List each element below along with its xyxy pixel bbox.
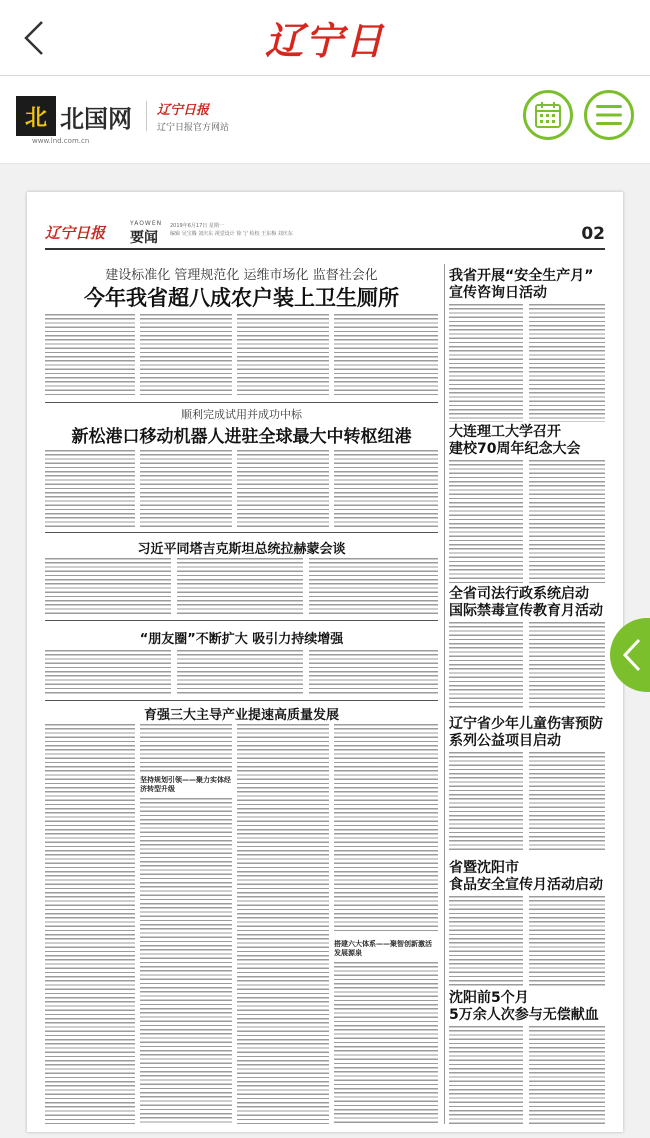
section-name: 要闻 [130, 230, 158, 246]
side-title-line: 5万余人次参与无偿献血 [449, 1007, 599, 1023]
side-article-body [529, 460, 605, 584]
page-number: 02 [581, 224, 605, 244]
side-title-line: 我省开展“安全生产月” [449, 268, 594, 284]
back-button[interactable] [14, 18, 54, 58]
article3-title[interactable]: 习近平同塔吉克斯坦总统拉赫蒙会谈 [137, 542, 346, 557]
side-article-body [529, 304, 605, 422]
article5-body [140, 798, 232, 1124]
side-title-line: 建校70周年纪念大会 [449, 441, 581, 457]
chevron-left-icon [22, 20, 46, 56]
article2-body [334, 450, 438, 528]
section-tag: YAOWEN [130, 220, 163, 227]
page-date: 2019年6月17日 星期一 [170, 223, 224, 229]
article3-body [177, 558, 303, 614]
article5-body [237, 724, 329, 1124]
masthead-logo: 辽宁日 [264, 18, 385, 63]
article5-body [45, 724, 135, 1124]
article5-body [334, 962, 438, 1124]
lnrb-logo [157, 99, 229, 133]
divider [146, 101, 147, 131]
article5-subhead: 坚持规划引领——聚力实体经济转型升级 [140, 776, 231, 793]
article2-title[interactable]: 新松港口移动机器人进驻全球最大中转枢纽港 [71, 427, 412, 447]
page-editors: 编辑 吴宝腾 刘庆东 视觉设计 徐 宁 检校 王东梅 刘庆东 [170, 231, 293, 237]
article2-body [140, 450, 232, 528]
article1-title[interactable]: 今年我省超八成农户装上卫生厕所 [84, 286, 399, 310]
side-article1-title[interactable] [449, 268, 593, 302]
article5-subhead: 搭建六大体系——聚智创新激活发展源泉 [334, 940, 432, 957]
menu-icon [596, 104, 622, 126]
side-article2-title[interactable] [449, 424, 580, 458]
side-title-line: 全省司法行政系统启动 [449, 586, 589, 602]
article5-title[interactable]: 育强三大主导产业提速高质量发展 [143, 708, 339, 723]
beiguo-logo-icon: 北 [16, 96, 56, 136]
side-title-line: 系列公益项目启动 [449, 733, 561, 749]
article4-title[interactable]: “朋友圈”不断扩大 吸引力持续增强 [139, 632, 344, 647]
side-title-line: 宣传咨询日活动 [449, 285, 547, 301]
side-article-body [529, 1026, 605, 1124]
chevron-left-icon [621, 637, 643, 673]
divider [45, 532, 438, 533]
side-article-body [449, 304, 523, 422]
article1-body [237, 314, 329, 396]
article4-body [45, 650, 171, 696]
calendar-button[interactable] [523, 90, 573, 140]
lnrb-subtitle: 辽宁日报官方网站 [157, 123, 230, 133]
side-article-body [449, 460, 523, 584]
article2-body [237, 450, 329, 528]
brand-logo[interactable] [16, 93, 230, 145]
divider [45, 620, 438, 621]
menu-button[interactable] [584, 90, 634, 140]
divider [45, 402, 438, 403]
article3-body [309, 558, 438, 614]
side-article-body [529, 752, 605, 852]
side-article6-title[interactable] [449, 990, 599, 1024]
side-title-line: 沈阳前5个月 [449, 990, 529, 1006]
article1-body [334, 314, 438, 396]
side-article-body [449, 752, 523, 852]
paper-logo: 辽宁日报 [45, 224, 106, 242]
side-article-body [449, 622, 523, 708]
article5-body [140, 724, 232, 772]
calendar-icon [534, 101, 562, 129]
side-article-body [449, 1026, 523, 1124]
side-title-line: 辽宁省少年儿童伤害预防 [449, 716, 603, 732]
side-article4-title[interactable] [449, 716, 603, 750]
article5-body [334, 724, 438, 934]
article1-body [140, 314, 232, 396]
column-divider [444, 264, 445, 1124]
side-title-line: 省暨沈阳市 [449, 860, 519, 876]
article1-kicker[interactable]: 建设标准化 管理规范化 运维市场化 监督社会化 [105, 268, 378, 283]
article2-kicker[interactable]: 顺利完成试用并成功中标 [181, 408, 302, 421]
article2-body [45, 450, 135, 528]
article1-body [45, 314, 135, 396]
divider [45, 700, 438, 701]
article4-body [177, 650, 303, 696]
side-title-line: 大连理工大学召开 [449, 424, 561, 440]
side-title-line: 国际禁毒宣传教育月活动 [449, 603, 603, 619]
side-article5-title[interactable] [449, 860, 603, 894]
article3-body [45, 558, 171, 614]
side-article3-title[interactable] [449, 586, 603, 620]
top-bar [0, 0, 650, 76]
side-article-body [529, 896, 605, 988]
newspaper-page[interactable] [27, 192, 623, 1132]
article4-body [309, 650, 438, 696]
brand-url: www.lnd.com.cn [32, 137, 90, 145]
side-article-body [449, 896, 523, 988]
side-title-line: 食品安全宣传月活动启动 [449, 877, 603, 893]
page-header [45, 220, 605, 250]
lnrb-title: 辽宁日报 [157, 103, 210, 118]
side-article-body [529, 622, 605, 708]
brand-name: 北国网 [60, 104, 132, 133]
